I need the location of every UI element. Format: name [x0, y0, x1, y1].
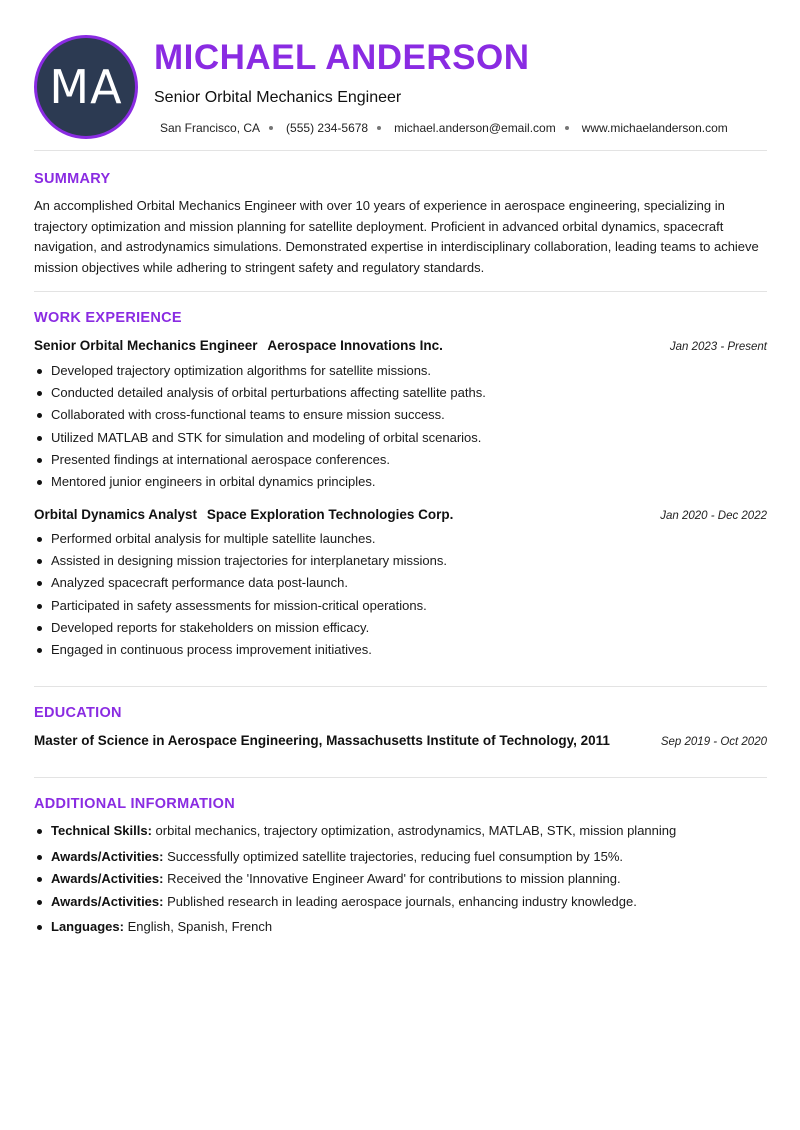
list-item: Mentored junior engineers in orbital dynamics principles. — [34, 471, 767, 493]
list-item: Analyzed spacecraft performance data post-launch. — [34, 572, 767, 594]
divider — [34, 150, 767, 151]
list-item — [34, 891, 774, 914]
info-label: Technical Skills: — [51, 823, 152, 838]
separator-dot — [377, 126, 381, 130]
info-text: Published research in leading aerospace journals, enhancing industry knowledge. — [167, 893, 637, 909]
education-dates: Sep 2019 - Oct 2020 — [660, 736, 767, 748]
summary-heading: SUMMARY — [34, 171, 111, 187]
info-label: Awards/Activities: — [51, 848, 164, 864]
avatar — [34, 35, 138, 139]
education-degree: Master of Science in Aerospace Engineering, Massachusetts Institute of Technology, 2011 — [34, 733, 610, 748]
experience-heading: WORK EXPERIENCE — [34, 310, 182, 326]
job-dates: Jan 2023 - Present — [669, 341, 767, 353]
list-item — [34, 916, 774, 939]
contact-location: San Francisco, CA — [160, 121, 261, 135]
list-item: Conducted detailed analysis of orbital perturbations affecting satellite paths. — [34, 382, 767, 404]
job-company: Space Exploration Technologies Corp. — [206, 507, 454, 522]
job-role: Senior Orbital Mechanics Engineer — [34, 338, 258, 353]
job-title-line — [34, 338, 443, 353]
info-text: orbital mechanics, trajectory optimization, astrodynamics, MATLAB, STK, mission planning — [155, 823, 677, 838]
divider — [34, 777, 767, 778]
job-company: Aerospace Innovations Inc. — [267, 338, 443, 353]
job-bullets — [34, 360, 767, 493]
list-item — [34, 820, 774, 843]
list-item: Performed orbital analysis for multiple satellite launches. — [34, 528, 767, 550]
contact-phone: (555) 234-5678 — [286, 121, 369, 135]
contact-email: michael.anderson@email.com — [394, 121, 556, 135]
list-item: Assisted in designing mission trajectories for interplanetary missions. — [34, 550, 767, 572]
avatar-initials: MA — [49, 60, 123, 114]
summary-text: An accomplished Orbital Mechanics Engineer with over 10 years of experience in aerospace engineering, specializing in trajectory optimization and mission planning for satellite deployment. Proficient in advanced orbital dynamics, spacecraft navigation, and astrodynamics simulations. Demonstrated expertise in interdisciplinary collaboration, leading teams to achieve mission objectives while adhering to stringent safety and regulatory standards. — [34, 198, 759, 275]
list-item: Engaged in continuous process improvement initiatives. — [34, 639, 767, 661]
candidate-title: Senior Orbital Mechanics Engineer — [154, 89, 402, 106]
additional-list — [34, 820, 774, 939]
info-text: Received the 'Innovative Engineer Award' for contributions to mission planning. — [167, 871, 621, 886]
list-item — [34, 846, 774, 869]
list-item: Developed reports for stakeholders on mission efficacy. — [34, 617, 767, 639]
job-title-line — [34, 507, 453, 522]
list-item: Participated in safety assessments for mission-critical operations. — [34, 595, 767, 617]
info-label: Awards/Activities: — [51, 871, 164, 886]
info-label: Languages: — [51, 919, 124, 934]
job-bullets — [34, 528, 767, 661]
job-header — [34, 507, 767, 522]
divider — [34, 291, 767, 292]
contact-line — [160, 121, 728, 135]
list-item: Collaborated with cross-functional teams to ensure mission success. — [34, 404, 767, 426]
separator-dot — [565, 126, 569, 130]
education-heading: EDUCATION — [34, 705, 122, 721]
job-role: Orbital Dynamics Analyst — [34, 507, 198, 522]
list-item: Presented findings at international aerospace conferences. — [34, 449, 767, 471]
list-item: Developed trajectory optimization algorithms for satellite missions. — [34, 360, 767, 382]
info-text: Successfully optimized satellite trajectories, reducing fuel consumption by 15%. — [167, 848, 624, 864]
separator-dot — [269, 126, 273, 130]
additional-heading: ADDITIONAL INFORMATION — [34, 796, 235, 812]
job-header — [34, 338, 767, 353]
list-item — [34, 868, 774, 891]
education-entry — [34, 733, 767, 748]
candidate-name: MICHAEL ANDERSON — [154, 38, 530, 77]
info-text: English, Spanish, French — [127, 919, 273, 934]
job-dates: Jan 2020 - Dec 2022 — [660, 510, 767, 522]
divider — [34, 686, 767, 687]
info-label: Awards/Activities: — [51, 893, 164, 909]
contact-website: www.michaelanderson.com — [581, 121, 728, 135]
list-item: Utilized MATLAB and STK for simulation and modeling of orbital scenarios. — [34, 427, 767, 449]
